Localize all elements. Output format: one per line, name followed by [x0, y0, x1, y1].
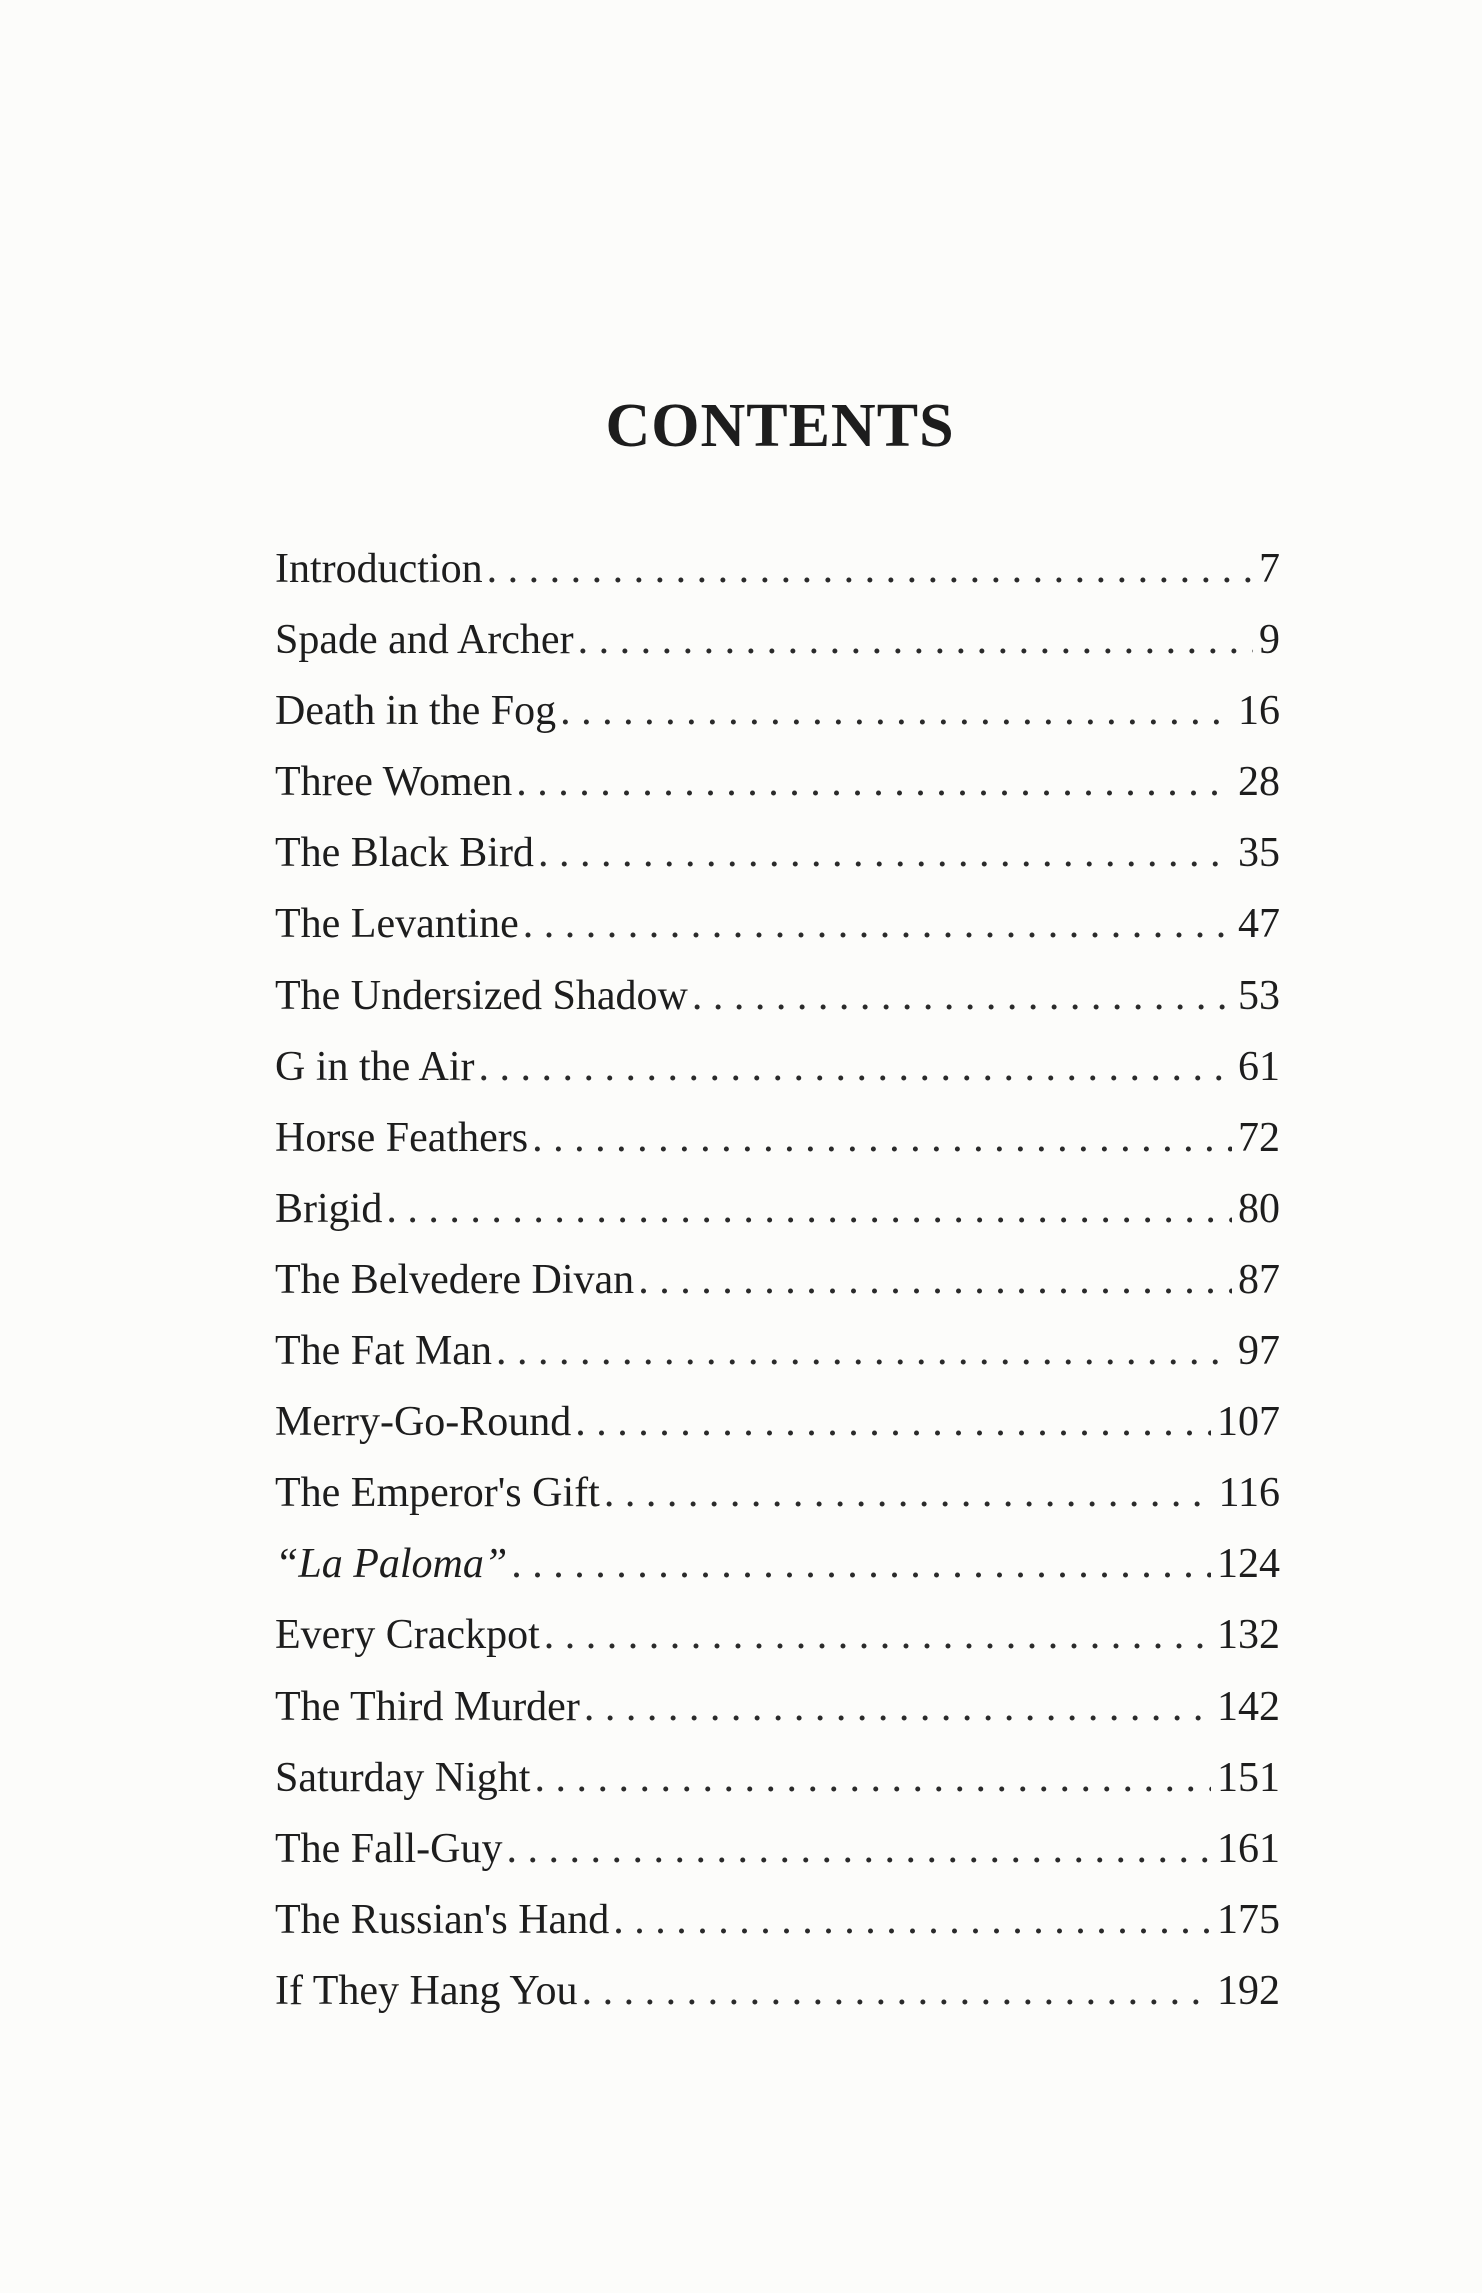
dot-leader [478, 1032, 1232, 1103]
toc-entry-page: 161 [1217, 1825, 1280, 1872]
toc-entry-title: Brigid [275, 1185, 383, 1232]
toc-entry-page: 47 [1238, 901, 1280, 948]
toc-entry [275, 1103, 1280, 1174]
dot-leader [534, 1743, 1211, 1814]
toc-entry [275, 889, 1280, 960]
toc-entry-page: 175 [1217, 1896, 1280, 1943]
toc-entry-title: Every Crackpot [275, 1612, 540, 1659]
dot-leader [496, 1316, 1232, 1387]
toc-entry-page: 124 [1217, 1541, 1280, 1588]
page-title: CONTENTS [605, 391, 955, 460]
toc-entry-title: Three Women [275, 759, 513, 806]
toc-entry-title: G in the Air [275, 1043, 475, 1090]
toc-entry [275, 1814, 1280, 1885]
toc-entry-title: Saturday Night [275, 1754, 531, 1801]
toc-entry [275, 605, 1280, 676]
dot-leader [578, 605, 1253, 676]
dot-leader [638, 1245, 1232, 1316]
toc-entry-page: 116 [1218, 1470, 1280, 1517]
dot-leader [506, 1814, 1211, 1885]
toc-entry-page: 80 [1238, 1185, 1280, 1232]
toc-entry-page: 97 [1238, 1328, 1280, 1375]
toc-entry-page: 107 [1217, 1399, 1280, 1446]
toc-entry [275, 1174, 1280, 1245]
dot-leader [487, 534, 1253, 605]
toc-entry [275, 818, 1280, 889]
toc-entry [275, 1032, 1280, 1103]
toc-entry-title: The Fat Man [275, 1328, 492, 1375]
toc-entry-page: 35 [1238, 830, 1280, 877]
toc-entry [275, 676, 1280, 747]
toc-entry-page: 28 [1238, 759, 1280, 806]
toc-entry [275, 1600, 1280, 1671]
toc-entry [275, 1672, 1280, 1743]
toc-entry-title: Death in the Fog [275, 688, 557, 735]
toc-entry [275, 1529, 1280, 1600]
dot-leader [560, 676, 1232, 747]
dot-leader [532, 1103, 1232, 1174]
toc-entry [275, 1885, 1280, 1956]
toc-entry-title: Merry-Go-Round [275, 1399, 572, 1446]
toc-entry-title: The Emperor's Gift [275, 1470, 600, 1517]
toc-entry-title: Spade and Archer [275, 617, 574, 664]
dot-leader [523, 889, 1232, 960]
dot-leader [584, 1672, 1211, 1743]
toc-entry-page: 132 [1217, 1612, 1280, 1659]
dot-leader [538, 818, 1232, 889]
toc-entry [275, 1316, 1280, 1387]
table-of-contents [275, 534, 1280, 2027]
toc-entry-page: 72 [1238, 1114, 1280, 1161]
toc-entry-title: The Third Murder [275, 1683, 580, 1730]
toc-entry [275, 534, 1280, 605]
dot-leader [613, 1885, 1211, 1956]
dot-leader [692, 961, 1232, 1032]
toc-entry-title: The Fall-Guy [275, 1825, 503, 1872]
toc-entry-title: If They Hang You [275, 1967, 578, 2014]
toc-entry-page: 16 [1238, 688, 1280, 735]
dot-leader [544, 1600, 1211, 1671]
toc-entry-title: The Levantine [275, 901, 519, 948]
dot-leader [575, 1387, 1211, 1458]
toc-entry-page: 9 [1259, 617, 1280, 664]
dot-leader [582, 1956, 1211, 2027]
toc-entry-page: 7 [1259, 546, 1280, 592]
toc-entry [275, 1245, 1280, 1316]
dot-leader [386, 1174, 1232, 1245]
toc-entry-title: The Belvedere Divan [275, 1256, 635, 1303]
toc-entry-page: 142 [1217, 1683, 1280, 1730]
toc-entry [275, 1387, 1280, 1458]
toc-entry-page: 192 [1217, 1967, 1280, 2014]
toc-entry-title: The Russian's Hand [275, 1896, 610, 1943]
toc-entry-title: The Black Bird [275, 830, 534, 877]
toc-entry [275, 1743, 1280, 1814]
dot-leader [511, 1529, 1211, 1600]
toc-entry [275, 961, 1280, 1032]
toc-entry-title: Horse Feathers [275, 1114, 529, 1161]
dot-leader [516, 747, 1232, 818]
toc-entry-page: 87 [1238, 1256, 1280, 1303]
toc-entry-title: “La Paloma” [275, 1541, 508, 1588]
toc-entry [275, 1458, 1280, 1529]
toc-entry-title: The Undersized Shadow [275, 972, 688, 1019]
toc-entry-page: 151 [1217, 1754, 1280, 1801]
toc-entry-title: Introduction [275, 546, 483, 592]
toc-entry-page: 61 [1238, 1043, 1280, 1090]
dot-leader [604, 1458, 1213, 1529]
toc-entry [275, 1956, 1280, 2027]
toc-entry-page: 53 [1238, 972, 1280, 1019]
toc-entry [275, 747, 1280, 818]
